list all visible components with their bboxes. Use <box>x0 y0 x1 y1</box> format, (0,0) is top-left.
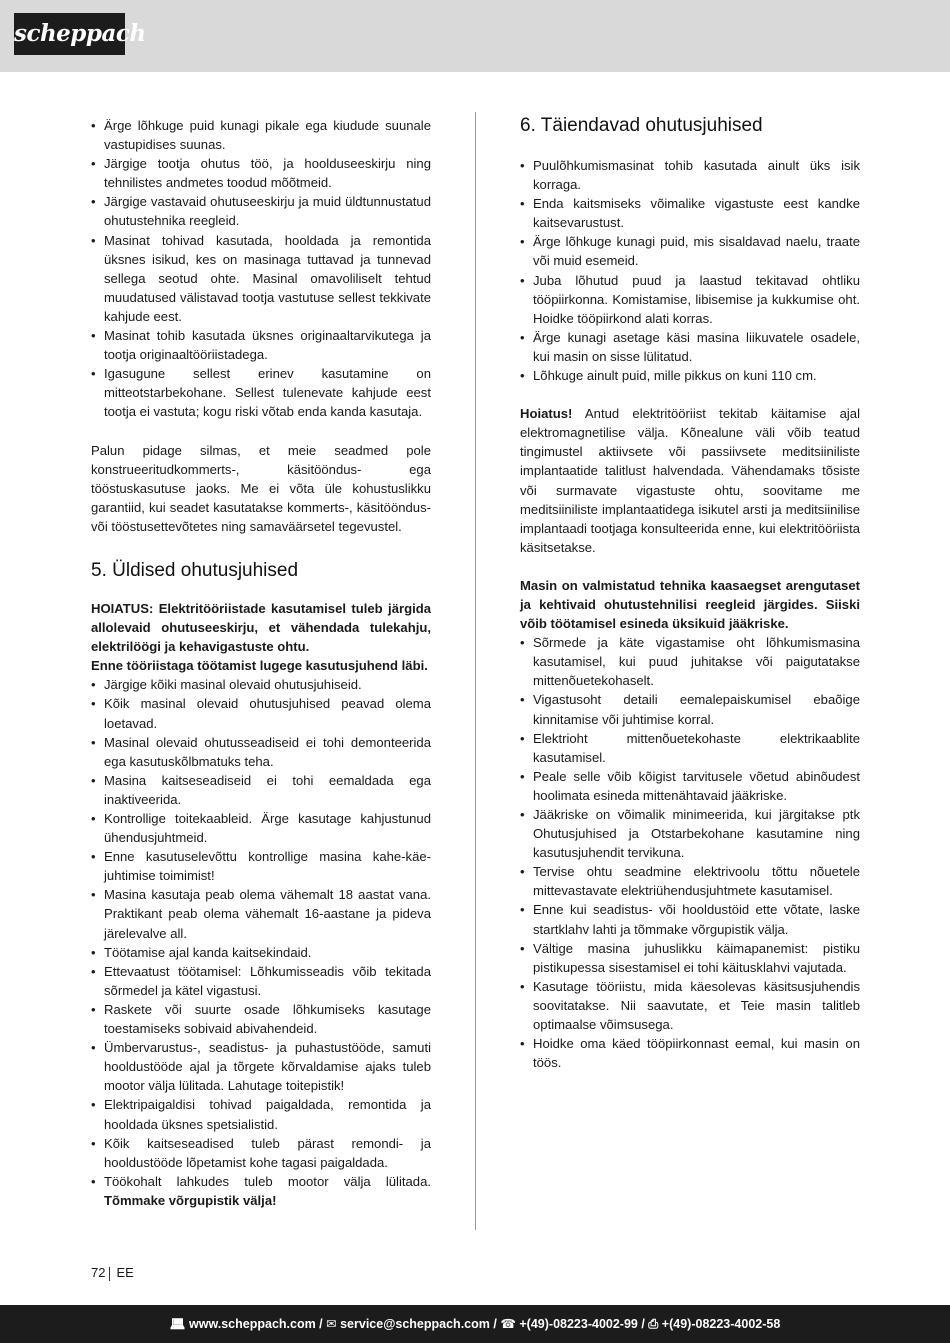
list-item: • Masina kasutaja peab olema vähemalt 18 aastat vana. Praktikant peab olema vähemalt 16-aastane ja pideva järelevalve all. <box>91 885 431 942</box>
scheppach-logo: scheppach <box>14 13 125 55</box>
list-item: • Hoidke oma käed tööpiirkonnast eemal, kui masin on töös. <box>520 1034 860 1072</box>
caution-label: Hoiatus! <box>520 406 573 422</box>
warning-paragraph: HOIATUS: Elektritööriistade kasutamisel tuleb järgida allolevaid ohutuseeskirju, et vähendada tulekahju, elektrilöögi ja kehavigastuste ohtu. <box>91 600 431 655</box>
list-item: • Elektrioht mittenõuetekohaste elektrikaablite kasutamisel. <box>520 729 860 767</box>
computer-icon: 💻︎ <box>169 1317 186 1331</box>
phone-icon: ☎︎ <box>500 1317 516 1331</box>
email-link[interactable]: service@scheppach.com / <box>340 1317 497 1331</box>
fax-number: +(49)-08223-4002-58 <box>661 1317 781 1331</box>
intro-bullet-list <box>91 116 431 422</box>
unplug-notice: Tõmmake võrgupistik välja! <box>104 1192 277 1208</box>
note-paragraph: Palun pidage silmas, et meie seadmed pole konstrueeritudkommerts-, käsitööndus- ega tööstuskasutuse jaoks. Me ei võta üle kohustuslikku garantiid, kui seadet kasutatakse kommerts-, käsitööndus- või tööstusettevõtetes ning samaväärsetel tegevustel. <box>91 442 431 534</box>
page-footer-label <box>91 1263 134 1283</box>
list-item: • Masinal olevaid ohutusseadiseid ei tohi demonteerida ega kasutuskõlbmatuks teha. <box>91 733 431 771</box>
list-item: • Enne kasutuselevõttu kontrollige masina kahe-käe-juhtimise toimimist! <box>91 847 431 885</box>
list-item: • Juba lõhutud puud ja laastud tekitavad ohtliku tööpiirkonna. Komistamise, libisemise ja kukkumise oht. Hoidke tööpiirkond alati korras. <box>520 271 860 328</box>
list-item: • Igasugune sellest erinev kasutamine on mitteotstarbekohane. Sellest tulenevate kahjude eest tootja ei vastuta; kogu riski võtab enda kanda kasutaja. <box>91 364 431 421</box>
list-item: • Elektripaigaldisi tohivad paigaldada, remontida ja hooldada üksnes spetsialistid. <box>91 1095 431 1133</box>
list-item: • Kõik masinal olevaid ohutusjuhised peavad olema loetavad. <box>91 694 431 732</box>
list-item: • Enda kaitsmiseks võimalike vigastuste eest kandke kaitsevarustust. <box>520 194 860 232</box>
list-item: • Tervise ohtu seadmine elektrivoolu tõttu nõuetele mittevastavate elektriühendusjuhtmete kasutamisel. <box>520 862 860 900</box>
list-item: • Masinat tohivad kasutada, hooldada ja remontida üksnes isikud, kes on masinaga tuttavad ja tunnevad sellega seotud ohte. Masinal omavoliliselt tehtud muudatused välistavad tootja vastutuse sellest tekkivate kahjude eest. <box>91 231 431 326</box>
list-item: • Järgige tootja ohutus töö, ja hoolduseeskirju ning tehnilistes andmetes toodud mõõtmeid. <box>91 154 431 192</box>
right-column <box>520 116 860 1072</box>
list-item: • Järgige vastavaid ohutuseeskirju ja muid üldtunnustatud ohutustehnika reegleid. <box>91 192 431 230</box>
caution-text: Antud elektritööriist tekitab käitamise ajal elektromagnetilise välja. Kõnealune väli võib teatud tingimustel aktiivsete või passiivsete meditsiiniliste implantaatide talitlust halvendada. Vähendamaks tõsiste või surmavate vigastuste ohtu, soovitame me meditsiiniliste implantaatidega isikutel arsti ja meditsiinilise implantaadi tootjaga konsulteerida enne, kui elektritööriista käsitsetakse. <box>520 406 860 555</box>
website-link[interactable]: www.scheppach.com / <box>189 1317 323 1331</box>
section-6-title: 6. Täiendavad ohutusjuhised <box>520 115 763 136</box>
mail-icon: ✉︎ <box>326 1317 337 1331</box>
list-item-text: Töökohalt lahkudes tuleb mootor välja lülitada. <box>104 1173 431 1189</box>
list-item: • Masinat tohib kasutada üksnes originaaltarvikutega ja tootja originaaltööriistadega. <box>91 326 431 364</box>
list-item: • Vigastusoht detaili eemalepaiskumisel ebaõige kinnitamise või juhtimise korral. <box>520 690 860 728</box>
list-item: • Sõrmede ja käte vigastamise oht lõhkumismasina kasutamisel, kui puud juhitakse või paigutatakse mittenõuetekohaselt. <box>520 633 860 690</box>
list-item: • Peale selle võib kõigist tarvitusele võetud abinõudest hoolimata esineda mittenähtavaid jääkriske. <box>520 767 860 805</box>
section-5-title: 5. Üldised ohutusjuhised <box>91 559 299 581</box>
phone-number: +(49)-08223-4002-99 / <box>519 1317 645 1331</box>
fax-icon: ⎙ <box>648 1317 659 1331</box>
list-item: • Ettevaatust töötamisel: Lõhkumisseadis võib tekitada sõrmedel ja kätel vigastusi. <box>91 962 431 1000</box>
list-item: • Ärge lõhkuge kunagi puid, mis sisaldavad naelu, traate või muid esemeid. <box>520 232 860 270</box>
section-6-bullet-list <box>520 156 860 385</box>
list-item: • Raskete või suurte osade lõhkumiseks kasutage toestamiseks sobivaid abivahendeid. <box>91 1000 431 1038</box>
list-item: • Enne kui seadistus- või hooldustöid ette võtate, laske startklahv lahti ja tõmmake võrgupistik välja. <box>520 900 860 938</box>
list-item: • Ümbervarustus-, seadistus- ja puhastustööde, samuti hooldustööde ajal ja tõrgete kõrvaldamise ajaks tuleb mootor välja lülitada. Lahutage toitepistik! <box>91 1038 431 1095</box>
list-item: • Puulõhkumismasinat tohib kasutada ainult üks isik korraga. <box>520 156 860 194</box>
list-item: • Vältige masina juhuslikku käimapanemist: pistiku pistikupessa sisestamisel ei tohi käitusklahvi vajutada. <box>520 939 860 977</box>
left-column <box>91 116 431 1210</box>
section-5-bullet-list <box>91 675 431 1210</box>
list-item: • Lõhkuge ainult puid, mille pikkus on kuni 110 cm. <box>520 366 860 385</box>
header-band <box>0 0 950 72</box>
list-item: • Ärge kunagi asetage käsi masina liikuvatele osadele, kui masin on sisse lülitatud. <box>520 328 860 366</box>
list-item: • Kõik kaitseseadised tuleb pärast remondi- ja hooldustööde lõpetamist kohe tagasi paigaldada. <box>91 1134 431 1172</box>
residual-risk-bullet-list <box>520 633 860 1072</box>
read-manual-notice: Enne tööriistaga töötamist lugege kasutusjuhend läbi. <box>91 658 428 674</box>
list-item: • Kontrollige toitekaableid. Ärge kasutage kahjustunud ühendusjuhtmeid. <box>91 809 431 847</box>
footer-divider <box>109 1267 110 1281</box>
residual-risk-heading: Masin on valmistatud tehnika kaasaegset arengutaset ja kehtivaid ohutustehnilisi reegleid järgides. Siiski võib töötamisel esineda üksikuid jääkriske. <box>520 577 860 632</box>
language-code: EE <box>116 1265 134 1280</box>
list-item <box>91 1172 431 1210</box>
page-number: 72 <box>91 1265 106 1280</box>
emf-caution-paragraph <box>520 404 860 557</box>
list-item: • Jääkriske on võimalik minimeerida, kui järgitakse ptk Ohutusjuhised ja Otstarbekohane kasutamine ning kasutusjuhendit tervikuna. <box>520 805 860 862</box>
list-item: • Töötamise ajal kanda kaitsekindaid. <box>91 943 431 962</box>
list-item: • Masina kaitseseadiseid ei tohi eemaldada ega inaktiveerida. <box>91 771 431 809</box>
column-divider <box>475 112 476 1230</box>
list-item: • Ärge lõhkuge puid kunagi pikale ega kiudude suunale vastupidises suunas. <box>91 116 431 154</box>
list-item: • Järgige kõiki masinal olevaid ohutusjuhiseid. <box>91 675 431 694</box>
contact-footer-band <box>0 1305 950 1343</box>
list-item: • Kasutage tööriistu, mida käesolevas käsitsusjuhendis soovitatakse. Nii saavutate, et Teie masin talitleb optimaalse võimsusega. <box>520 977 860 1034</box>
